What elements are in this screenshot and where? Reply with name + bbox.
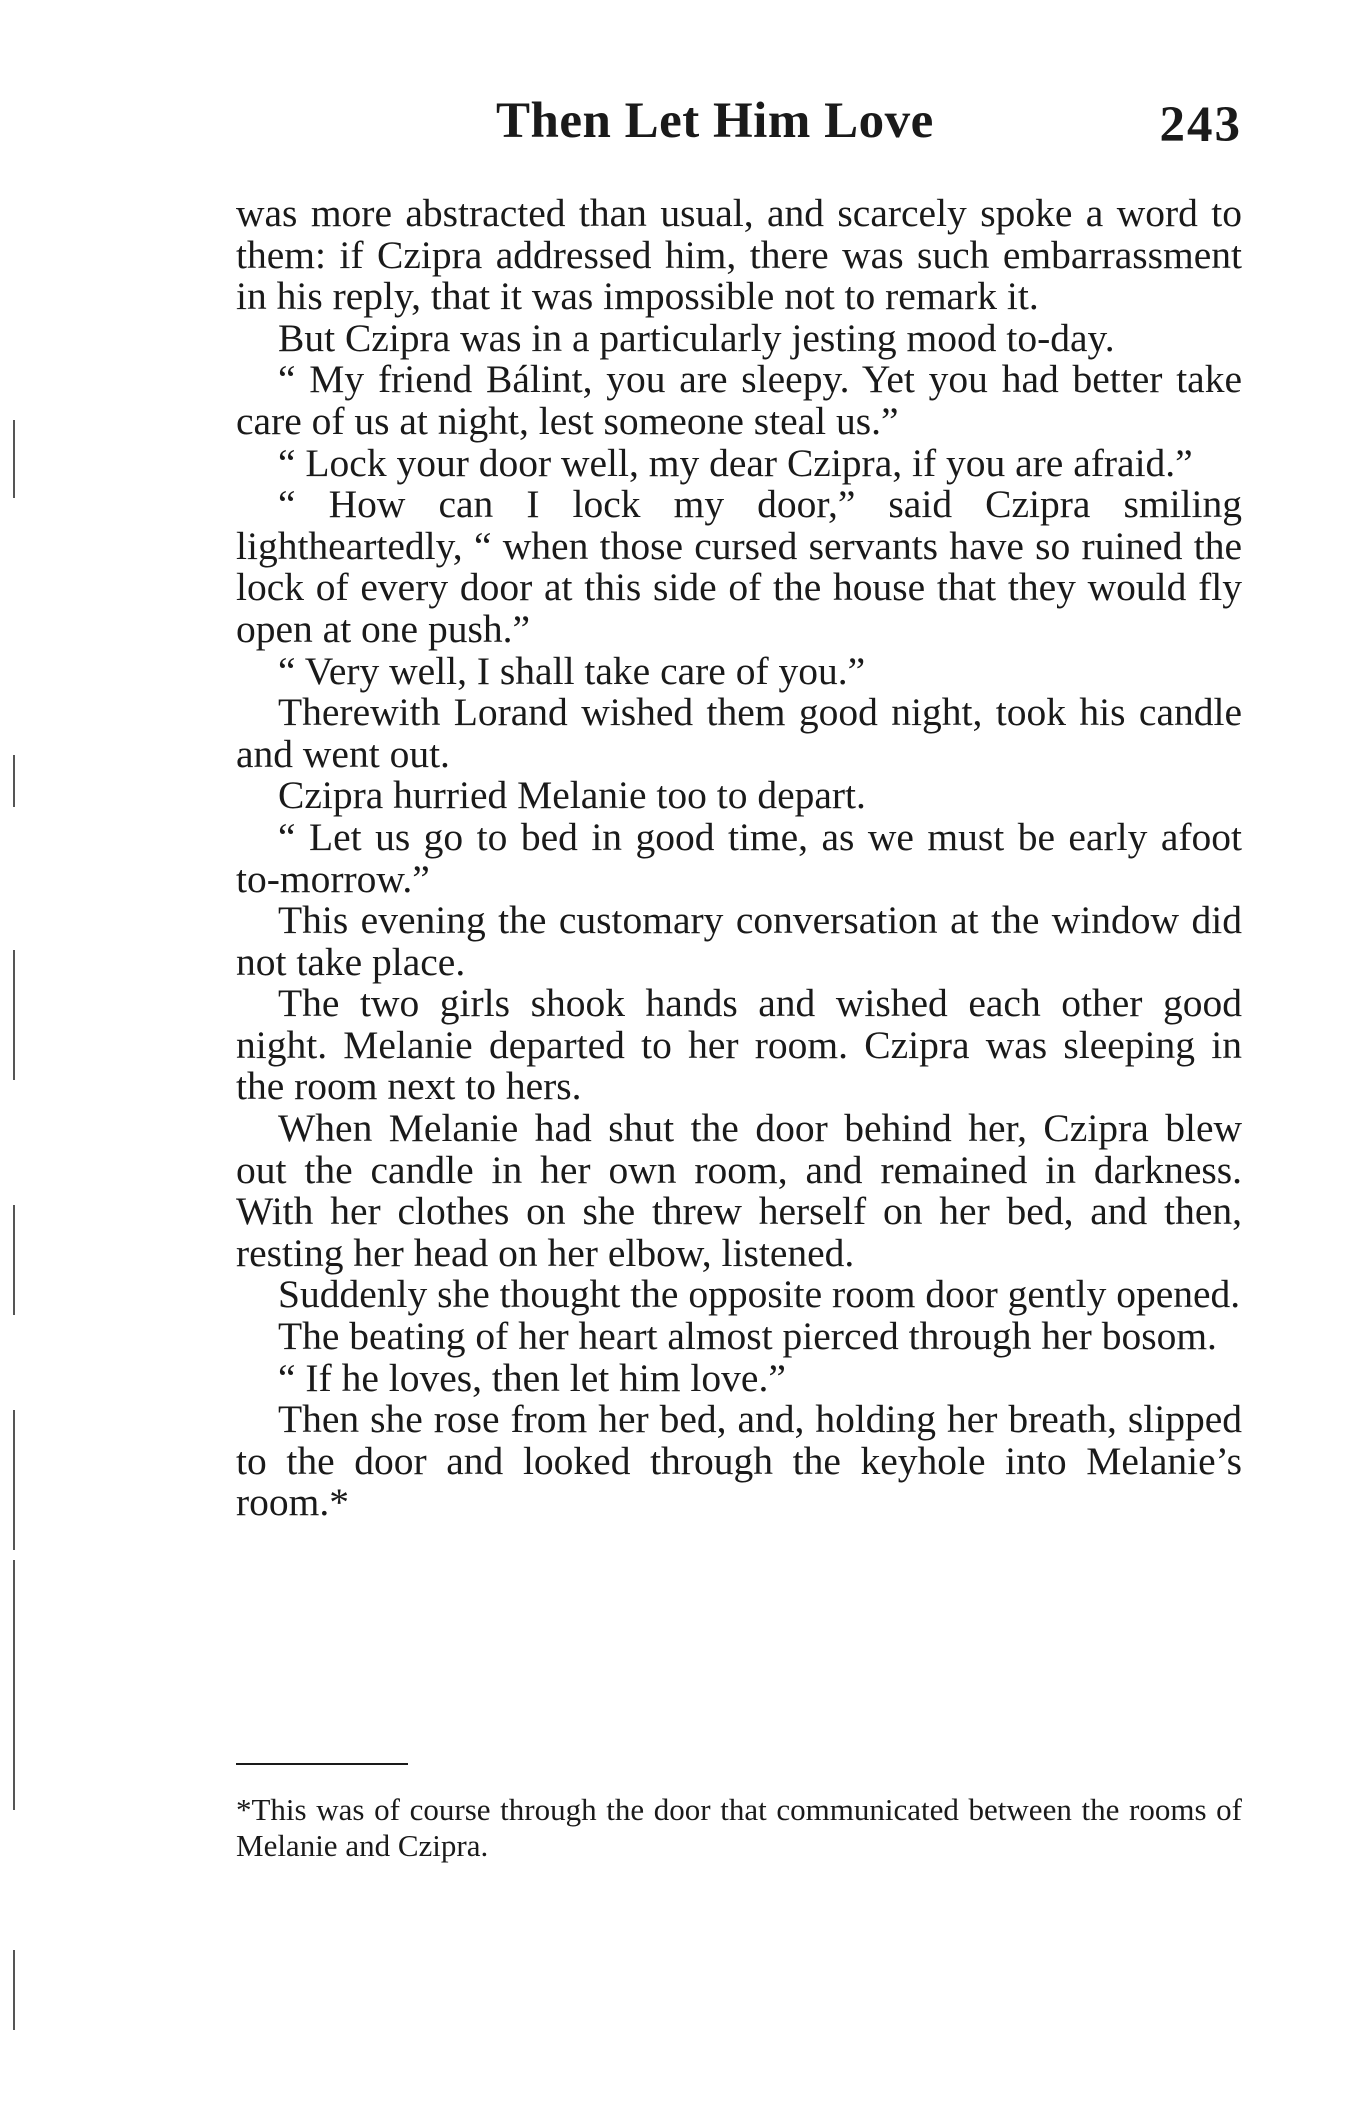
- page-number: 243: [1159, 97, 1242, 153]
- paragraph: But Czipra was in a particularly jesting mood to-day.: [278, 315, 1115, 360]
- paragraph: Then she rose from her bed, and, holding her breath, slipped to the door and looked through the keyhole into Melanie’s room.*: [236, 1397, 1242, 1525]
- paragraph: “ How can I lock my door,” said Czipra smiling lightheartedly, “ when those cursed servants have so ruined the lock of every door at this side of the house that they would fly open at one push.”: [236, 482, 1242, 651]
- margin-scan-mark: [13, 950, 15, 1080]
- margin-scan-mark: [13, 1410, 15, 1550]
- margin-scan-mark: [13, 755, 15, 807]
- body-text: [236, 193, 1242, 1524]
- paragraph: “ My friend Bálint, you are sleepy. Yet you had better take care of us at night, lest someone steal us.”: [236, 357, 1242, 443]
- paragraph: Therewith Lorand wished them good night, took his candle and went out.: [236, 690, 1242, 776]
- paragraph: The beating of her heart almost pierced through her bosom.: [278, 1314, 1217, 1359]
- paragraph: “ Lock your door well, my dear Czipra, if you are afraid.”: [278, 440, 1193, 485]
- paragraph: When Melanie had shut the door behind her, Czipra blew out the candle in her own room, and remained in darkness. With her clothes on she threw herself on her bed, and then, resting her head on her elbow, listened.: [236, 1106, 1242, 1275]
- footnote: *This was of course through the door that communicated between the rooms of Melanie and Czipra.: [236, 1792, 1242, 1863]
- paragraph: The two girls shook hands and wished each other good night. Melanie departed to her room. Czipra was sleeping in the room next to hers.: [236, 981, 1242, 1109]
- paragraph: Suddenly she thought the opposite room door gently opened.: [278, 1272, 1241, 1317]
- margin-scan-mark: [13, 1205, 15, 1315]
- paragraph: was more abstracted than usual, and scarcely spoke a word to them: if Czipra addressed him, there was such embarrassment in his reply, that it was impossible not to remark it.: [236, 191, 1242, 319]
- paragraph: “ Let us go to bed in good time, as we must be early afoot to-morrow.”: [236, 814, 1242, 901]
- paragraph: “ Very well, I shall take care of you.”: [278, 648, 866, 693]
- margin-scan-mark: [13, 1560, 15, 1810]
- margin-scan-mark: [13, 1950, 15, 2030]
- page-header: [236, 92, 1242, 152]
- paragraph: “ If he loves, then let him love.”: [278, 1355, 786, 1400]
- paragraph: Czipra hurried Melanie too to depart.: [278, 773, 866, 818]
- running-title: Then Let Him Love: [496, 93, 934, 149]
- margin-scan-mark: [13, 420, 15, 498]
- paragraph: This evening the customary conversation at the window did not take place.: [236, 898, 1242, 984]
- footnote-rule: [236, 1763, 408, 1765]
